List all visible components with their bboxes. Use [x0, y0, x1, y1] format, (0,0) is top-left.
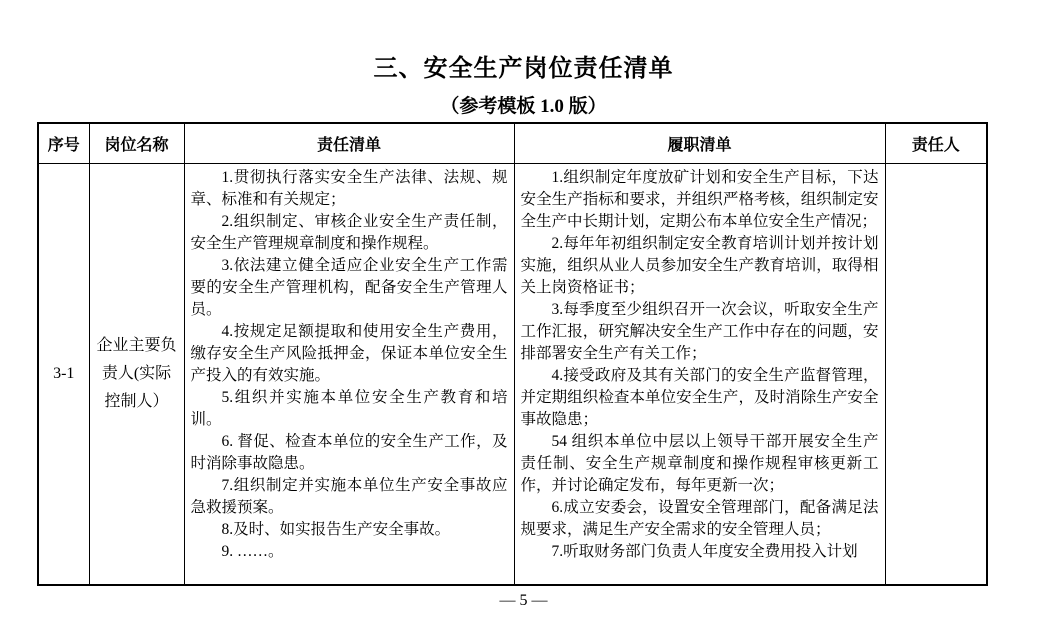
table-header-row: [38, 123, 987, 164]
duties-list: [185, 164, 514, 584]
list-paragraph: 9. ……。: [221, 543, 284, 560]
page-subtitle: （参考模板 1.0 版）: [440, 96, 607, 117]
list-paragraph: 3.每季度至少组织召开一次会议，听取安全生产工作汇报，研究解决安全生产工作中存在的问题，安排部署安全生产有关工作；: [520, 301, 879, 362]
cell-post-name: 企业主要负责人(实际控制人）: [89, 164, 184, 586]
list-paragraph: 2.组织制定、审核企业安全生产责任制，安全生产管理规章制度和操作规程。: [190, 213, 508, 252]
page-number: — 5 —: [499, 592, 548, 609]
cell-responsible: [885, 164, 987, 586]
header-performance: 履职清单: [514, 123, 885, 164]
list-paragraph: 6. 督促、检查本单位的安全生产工作，及时消除事故隐患。: [190, 433, 508, 472]
list-paragraph: 5.组织并实施本单位安全生产教育和培训。: [190, 389, 508, 428]
table-row: [38, 164, 987, 586]
cell-performance: [514, 164, 885, 586]
header-responsible: 责任人: [885, 123, 987, 164]
list-paragraph: 7.组织制定并实施本单位生产安全事故应急救援预案。: [190, 477, 508, 516]
list-paragraph: 4.按规定足额提取和使用安全生产费用，缴存安全生产风险抵押金，保证本单位安全生产投入的有效实施。: [190, 323, 508, 384]
list-paragraph: 1.贯彻执行落实安全生产法律、法规、规章、标准和有关规定；: [190, 169, 508, 208]
list-paragraph: 4.接受政府及其有关部门的安全生产监督管理，并定期组织检查本单位安全生产，及时消除生产安全事故隐患；: [520, 367, 879, 428]
list-paragraph: 6.成立安委会，设置安全管理部门，配备满足法规要求，满足生产安全需求的安全管理人员；: [520, 499, 879, 538]
list-paragraph: 3.依法建立健全适应企业安全生产工作需要的安全生产管理机构，配备安全生产管理人员。: [190, 257, 508, 318]
list-paragraph: 7.听取财务部门负责人年度安全费用投入计划: [551, 543, 858, 560]
list-paragraph: 1.组织制定年度放矿计划和安全生产目标，下达安全生产指标和要求，并组织严格考核，组织制定安全生产中长期计划，定期公布本单位安全生产情况；: [520, 169, 879, 230]
cell-serial: 3-1: [38, 164, 89, 586]
page-title: 三、安全生产岗位责任清单: [373, 56, 674, 82]
responsibility-table: [37, 122, 988, 586]
header-post: 岗位名称: [89, 123, 184, 164]
header-serial: 序号: [38, 123, 89, 164]
performance-list: [515, 164, 885, 584]
header-duties: 责任清单: [184, 123, 514, 164]
cell-duties: [184, 164, 514, 586]
list-paragraph: 54 组织本单位中层以上领导干部开展安全生产责任制、安全生产规章制度和操作规程审核更新工作，并讨论确定发布，每年更新一次；: [520, 433, 879, 494]
list-paragraph: 2.每年年初组织制定安全教育培训计划并按计划实施，组织从业人员参加安全生产教育培训，取得相关上岗资格证书；: [520, 235, 879, 296]
list-paragraph: 8.及时、如实报告生产安全事故。: [221, 521, 451, 538]
